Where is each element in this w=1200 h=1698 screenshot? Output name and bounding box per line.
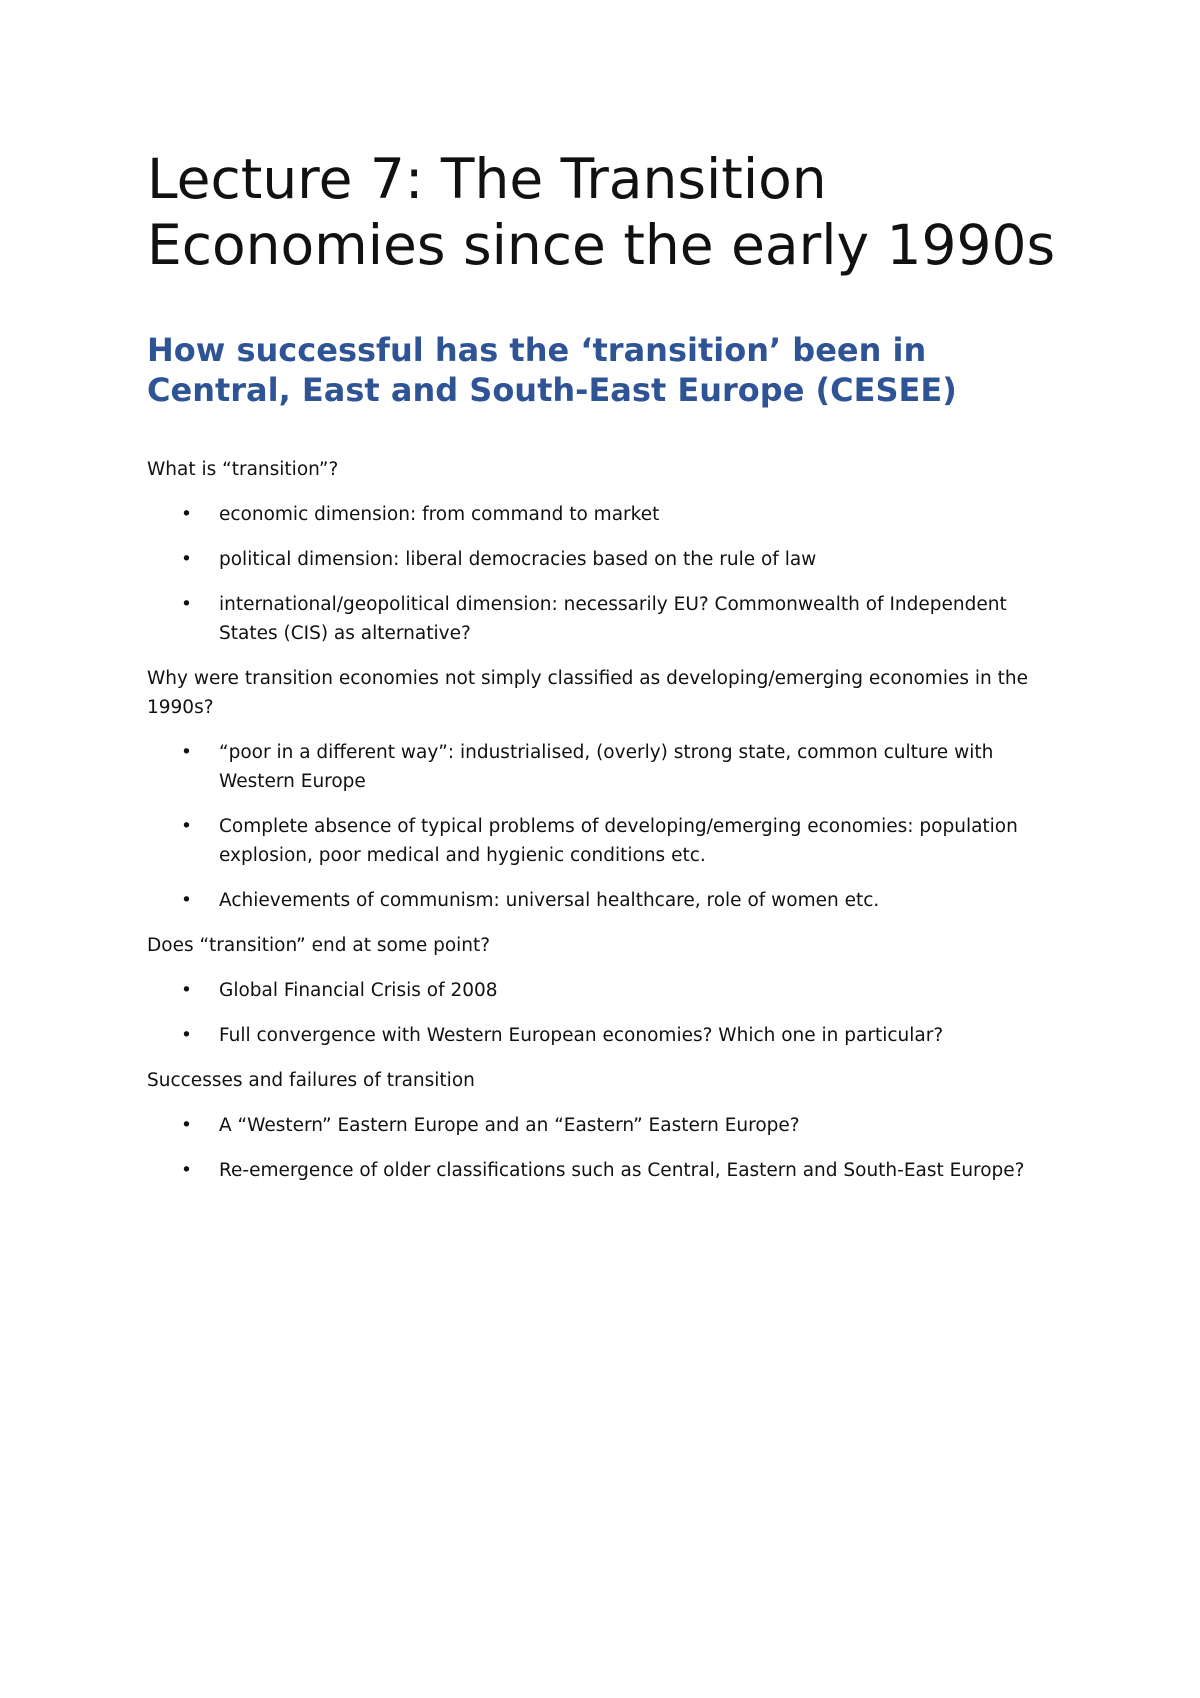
list-item <box>147 812 1067 870</box>
list-item <box>147 590 1067 648</box>
list-item-text: Full convergence with Western European economies? Which one in particular? <box>219 1025 944 1046</box>
list-item-text: Re-emergence of older classifications such as Central, Eastern and South-East Europe? <box>219 1160 1025 1181</box>
bullet-icon: • <box>181 549 192 570</box>
bullet-icon: • <box>181 504 192 525</box>
list-item <box>147 976 1067 1005</box>
list-item-text: Global Financial Crisis of 2008 <box>219 980 498 1001</box>
section-heading: How successful has the ‘transition’ been in Central, East and South-East Europe (CESEE) <box>147 331 957 409</box>
list-item <box>147 738 1067 796</box>
list-item-text: Complete absence of typical problems of developing/emerging economies: population explosion, poor medical and hygienic conditions etc. <box>219 816 1018 866</box>
list-item-text: international/geopolitical dimension: necessarily EU? Commonwealth of Independent States (CIS) as alternative? <box>219 594 1007 644</box>
list-item <box>147 886 1067 915</box>
list-item <box>147 545 1067 574</box>
bullet-list <box>147 1111 1067 1185</box>
bullet-icon: • <box>181 1025 192 1046</box>
bullet-icon: • <box>181 816 192 837</box>
bullet-list <box>147 500 1067 648</box>
question-paragraph: Why were transition economies not simply classified as developing/emerging economies in the 1990s? <box>147 668 1028 718</box>
bullet-icon: • <box>181 890 192 911</box>
list-item-text: Achievements of communism: universal healthcare, role of women etc. <box>219 890 880 911</box>
list-item <box>147 500 1067 529</box>
question-paragraph: What is “transition”? <box>147 459 339 480</box>
document-content <box>147 146 1067 1185</box>
bullet-icon: • <box>181 1160 192 1181</box>
list-item <box>147 1111 1067 1140</box>
bullet-icon: • <box>181 594 192 615</box>
list-item <box>147 1156 1067 1185</box>
bullet-list <box>147 976 1067 1050</box>
bullet-icon: • <box>181 980 192 1001</box>
list-item-text: economic dimension: from command to market <box>219 504 660 525</box>
list-item-text: “poor in a different way”: industrialised, (overly) strong state, common culture with Western Europe <box>219 742 994 792</box>
bullet-icon: • <box>181 742 192 763</box>
page-title: Lecture 7: The Transition Economies since the early 1990s <box>147 147 1056 277</box>
bullet-icon: • <box>181 1115 192 1136</box>
bullet-list <box>147 738 1067 915</box>
list-item <box>147 1021 1067 1050</box>
question-paragraph: Does “transition” end at some point? <box>147 935 491 956</box>
question-paragraph: Successes and failures of transition <box>147 1070 475 1091</box>
body-text <box>147 455 1067 1185</box>
list-item-text: A “Western” Eastern Europe and an “Eastern” Eastern Europe? <box>219 1115 800 1136</box>
list-item-text: political dimension: liberal democracies based on the rule of law <box>219 549 817 570</box>
